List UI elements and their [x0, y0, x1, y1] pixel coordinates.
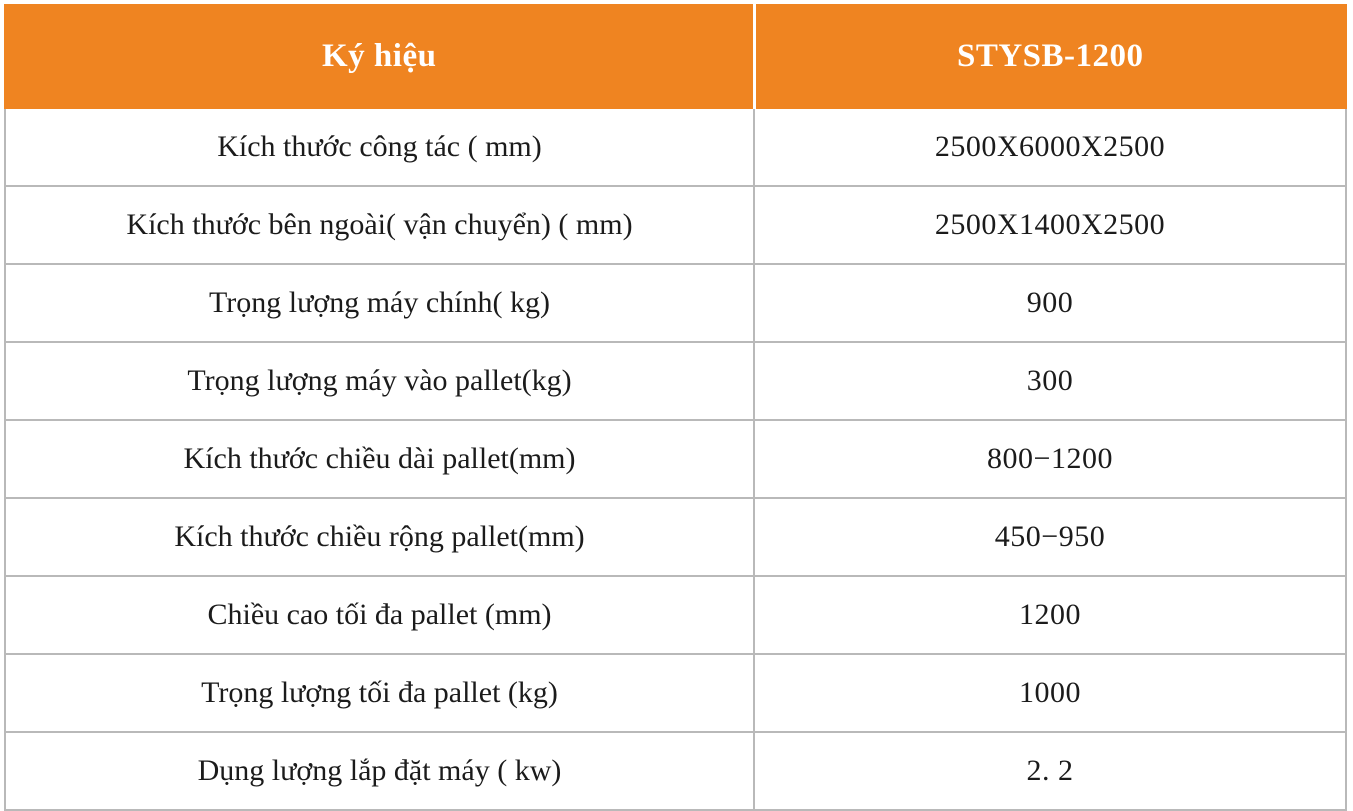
table-row [5, 732, 1346, 810]
table-row [5, 576, 1346, 654]
column-header-label: Ký hiệu [5, 5, 754, 108]
row-value: 800−1200 [754, 420, 1346, 498]
row-value: 1000 [754, 654, 1346, 732]
table-row [5, 654, 1346, 732]
row-label: Chiều cao tối đa pallet (mm) [5, 576, 754, 654]
table-row [5, 342, 1346, 420]
row-label: Kích thước bên ngoài( vận chuyển) ( mm) [5, 186, 754, 264]
table-header-row [5, 5, 1346, 108]
specification-table [4, 4, 1347, 811]
table-row [5, 108, 1346, 186]
table-row [5, 420, 1346, 498]
specification-table-container [0, 4, 1353, 800]
table-body [5, 108, 1346, 810]
column-header-model: STYSB-1200 [754, 5, 1346, 108]
table-row [5, 498, 1346, 576]
row-value: 2. 2 [754, 732, 1346, 810]
row-label: Dụng lượng lắp đặt máy ( kw) [5, 732, 754, 810]
row-value: 900 [754, 264, 1346, 342]
row-label: Kích thước chiều rộng pallet(mm) [5, 498, 754, 576]
row-value: 2500X1400X2500 [754, 186, 1346, 264]
row-label: Trọng lượng máy vào pallet(kg) [5, 342, 754, 420]
row-label: Trọng lượng máy chính( kg) [5, 264, 754, 342]
row-value: 300 [754, 342, 1346, 420]
row-value: 450−950 [754, 498, 1346, 576]
table-row [5, 186, 1346, 264]
row-value: 1200 [754, 576, 1346, 654]
row-label: Kích thước công tác ( mm) [5, 108, 754, 186]
row-label: Trọng lượng tối đa pallet (kg) [5, 654, 754, 732]
row-label: Kích thước chiều dài pallet(mm) [5, 420, 754, 498]
table-header [5, 5, 1346, 108]
table-row [5, 264, 1346, 342]
row-value: 2500X6000X2500 [754, 108, 1346, 186]
